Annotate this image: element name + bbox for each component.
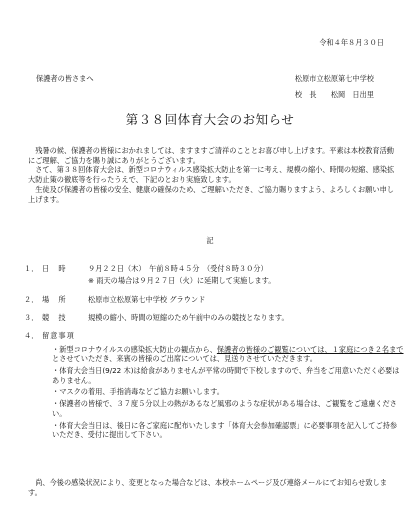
recipient: 保護者の皆さまへ [36, 74, 94, 83]
item-number: ４． [24, 330, 39, 340]
details-list [24, 264, 404, 442]
body-paragraph-3: 生徒及び保護者の皆様の安全、健康の確保のため、ご理解いただき、ご協力賜りますよう、よろしくお願い申し上げます。 [28, 184, 394, 204]
item-notes [24, 331, 404, 341]
school-name: 松原市立松原第七中学校 [294, 74, 374, 83]
body-paragraph-1: 残暑の候、保護者の皆様におかれましては、ますますご清祥のこととお喜び申し上げます。平素は本校教育活動にご理解、ご協力を賜り誠にありがとうございます。 [28, 146, 394, 165]
principal-name: 校 長 松岡 日出里 [294, 89, 374, 99]
item-date [24, 264, 404, 274]
item-value: ９月２２日（木） 午前８時４５分 （受付８時３０分） [88, 264, 268, 273]
item-number: ３． [24, 313, 39, 323]
rain-note: ※ 雨天の場合は９月２７日（火）に延期して実施します。 [88, 275, 276, 285]
item-value: 規模の縮小、時間の短縮のため午前中のみの競技となります。 [88, 313, 289, 323]
ki-heading: 記 [206, 236, 214, 245]
note-item: ・体育大会当日(9/22 木)は給食がありませんが平常の時間で下校しますので、弁当をご用意いただく必要はありません。 [52, 366, 400, 385]
item-number: ２． [24, 295, 39, 305]
note-item: ・保護者の皆様で、３７度５分以上の熱があるなど風邪のような症状がある場合は、ご観覧をご遠慮ください。 [52, 399, 397, 418]
note-item: ・新型コロナウイルスの感染拡大防止の観点から、保護者の皆様のご観覧については、１家庭につき２名までとさせていただき、来賓の皆様のご出席については、見送りさせていただきます。 [52, 344, 404, 364]
note-item: ・体育大会当日は、後日に各ご家庭に配布いたします「体育大会参加確認票」に必要事項を記入してご持参いただき、受付に提出して下さい。 [52, 420, 398, 440]
note-item: ・マスクの着用、手指消毒などご協力お願いします。 [52, 387, 224, 397]
item-place [24, 295, 404, 305]
sender-block [295, 74, 374, 99]
document-title: 第３８回体育大会のお知らせ [125, 112, 295, 127]
item-label: 日 時 [42, 264, 67, 273]
item-label: 場 所 [42, 295, 67, 305]
issue-date: 令和４年８月３０日 [319, 38, 384, 47]
item-label: 留意事項 [42, 330, 75, 340]
notes-list [24, 345, 404, 440]
footer-text [28, 478, 398, 497]
footer-paragraph: 尚、今後の感染状況により、変更となった場合などは、本校ホームページ及び連絡メールにてお知らせ致します。 [28, 478, 387, 497]
item-value: 松原市立松原第七中学校 グラウンド [88, 295, 206, 305]
body-text [28, 146, 398, 204]
item-label: 競 技 [42, 313, 67, 323]
item-number: １． [24, 264, 39, 273]
body-paragraph-2: さて、第３８回体育大会は、新型コロナウィルス感染拡大防止を第一に考え、規模の縮小、時間の短縮、感染拡大防止策の徹底等を行ったうえで、下記のとおり実施致します。 [28, 165, 395, 185]
item-event [24, 313, 404, 323]
underlined-notice: 保護者の皆様のご観覧については、１家庭につき２名まで [216, 344, 404, 354]
